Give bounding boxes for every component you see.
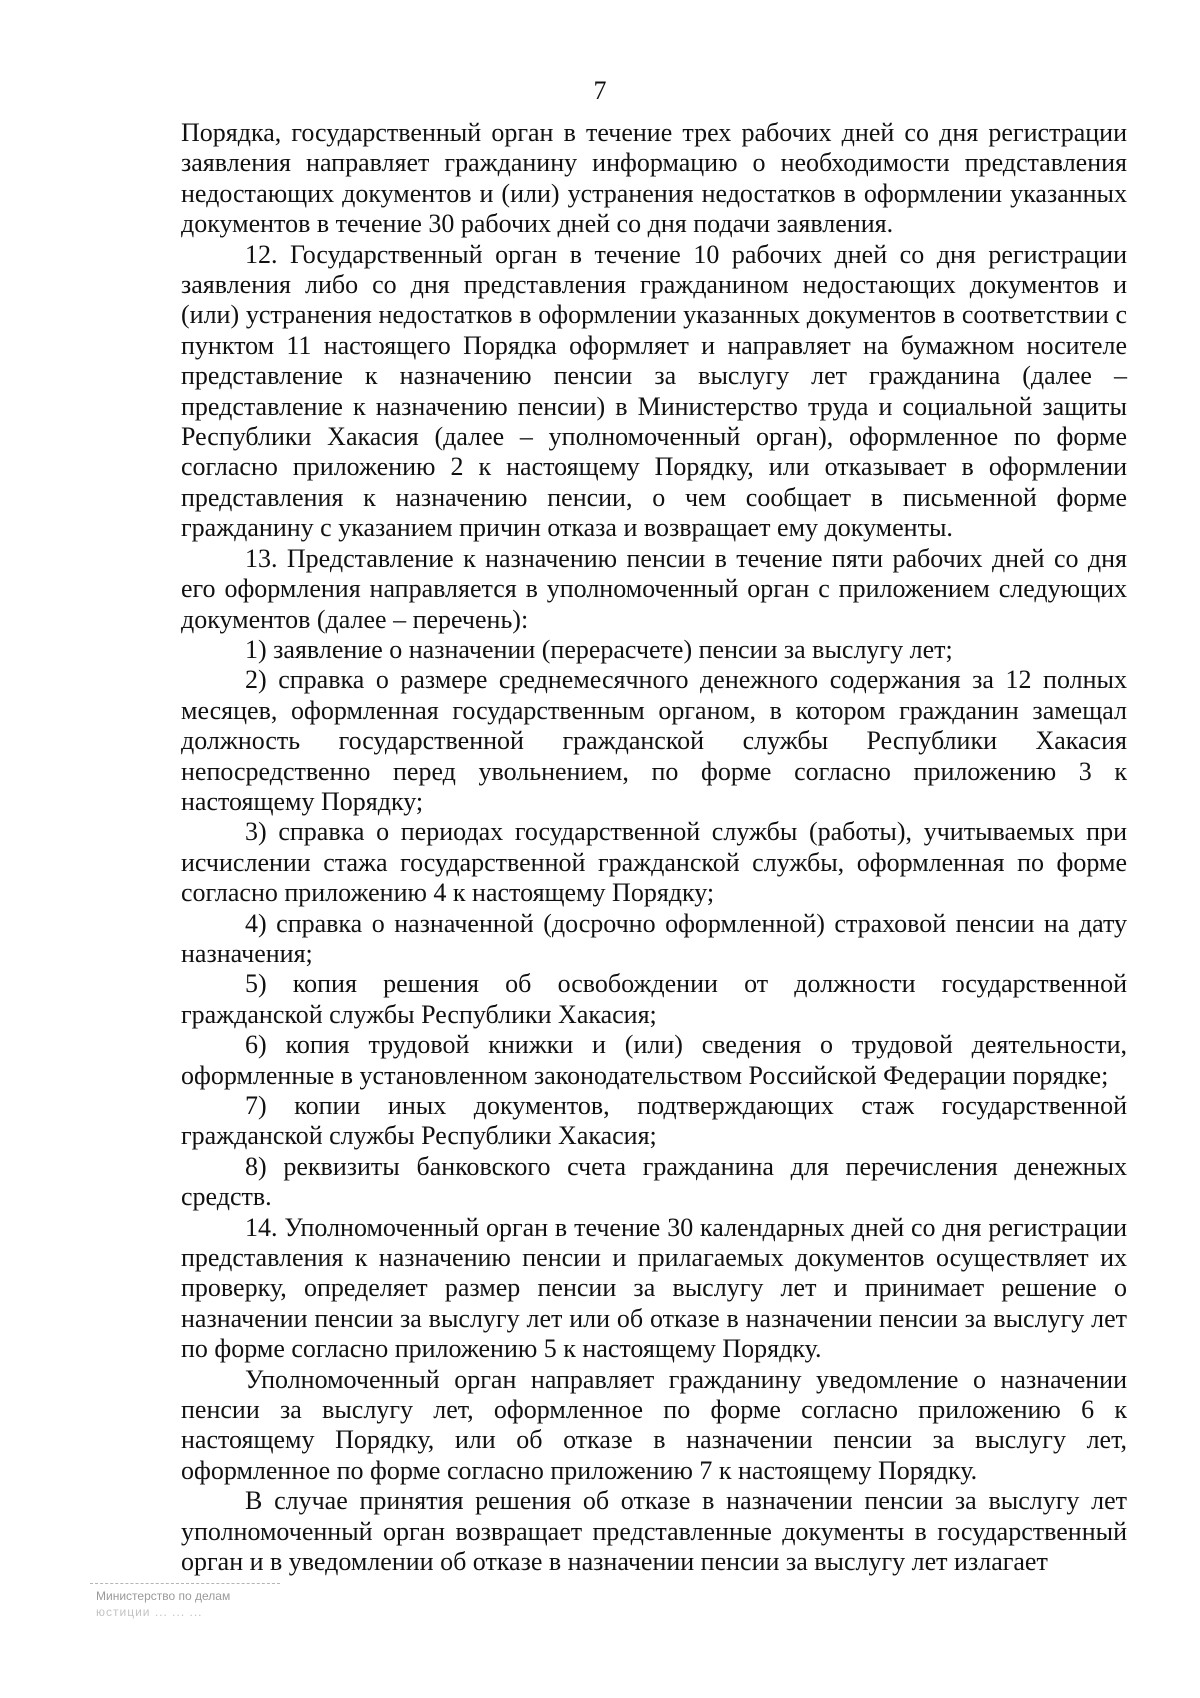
list-item-6: 6) копия трудовой книжки и (или) сведения о трудовой деятельности, оформленные в установленном законодательством Российской Федерации порядке; [181,1030,1127,1090]
list-item-4: 4) справка о назначенной (досрочно оформленной) страховой пенсии на дату назначения; [181,908,1127,968]
list-item-5: 5) копия решения об освобождении от должности государственной гражданской службы Республики Хакасия; [181,969,1127,1029]
paragraph-item-12: 12. Государственный орган в течение 10 рабочих дней со дня регистрации заявления либо со дня представления гражданином недостающих документов и (или) устранения недостатков в оформлении указанных документов в соответствии с пунктом 11 настоящего Порядка оформляет и направляет на бумажном носителе представление к назначению пенсии за выслугу лет гражданина (далее – представление к назначению пенсии) в Министерство труда и социальной защиты Республики Хакасия (далее – уполномоченный орган), оформленное по форме согласно приложению 2 к настоящему Порядку, или отказывает в оформлении представления к назначению пенсии, о чем сообщает в письменной форме гражданину с указанием причин отказа и возвращает ему документы. [181,239,1127,543]
document-body [181,118,1127,1578]
paragraph-continuation: Порядка, государственный орган в течение трех рабочих дней со дня регистрации заявления направляет гражданину информацию о необходимости представления недостающих документов и (или) устранения недостатков в оформлении указанных документов в течение 30 рабочих дней со дня подачи заявления. [181,118,1127,239]
page-number: 7 [593,76,607,105]
paragraph-item-14: 14. Уполномоченный орган в течение 30 календарных дней со дня регистрации представления к назначению пенсии и прилагаемых документов осуществляет их проверку, определяет размер пенсии за выслугу лет и принимает решение о назначении пенсии за выслугу лет или об отказе в назначении пенсии за выслугу лет по форме согласно приложению 5 к настоящему Порядку. [181,1212,1127,1364]
paragraph-item-13: 13. Представление к назначению пенсии в течение пяти рабочих дней со дня его оформления направляется в уполномоченный орган с приложением следующих документов (далее – перечень): [181,543,1127,634]
list-item-1: 1) заявление о назначении (перерасчете) пенсии за выслугу лет; [245,634,953,664]
stamp-border [90,1583,280,1584]
registration-stamp [90,1583,290,1635]
list-item-3: 3) справка о периодах государственной службы (работы), учитываемых при исчислении стажа государственной гражданской службы, оформленная по форме согласно приложению 4 к настоящему Порядку; [181,817,1127,908]
paragraph-notification: Уполномоченный орган направляет гражданину уведомление о назначении пенсии за выслугу лет, оформленное по форме согласно приложению 6 к настоящему Порядку, или об отказе в назначении пенсии за выслугу лет, оформленное по форме согласно приложению 7 к настоящему Порядку. [181,1364,1127,1485]
list-item-7: 7) копии иных документов, подтверждающих стаж государственной гражданской службы Республики Хакасия; [181,1091,1127,1151]
list-item-2: 2) справка о размере среднемесячного денежного содержания за 12 полных месяцев, оформленная государственным органом, в котором гражданин замещал должность государственной гражданской службы Республики Хакасия непосредственно перед увольнением, по форме согласно приложению 3 к настоящему Порядку; [181,665,1127,816]
paragraph-refusal: В случае принятия решения об отказе в назначении пенсии за выслугу лет уполномоченный орган возвращает представленные документы в государственный орган и в уведомлении об отказе в назначении пенсии за выслугу лет излагает [181,1486,1127,1577]
stamp-line-1: Министерство по делам [96,1589,231,1603]
list-item-8: 8) реквизиты банковского счета гражданина для перечисления денежных средств. [181,1151,1127,1212]
stamp-line-2: юстиции ... ... ... [96,1605,203,1619]
